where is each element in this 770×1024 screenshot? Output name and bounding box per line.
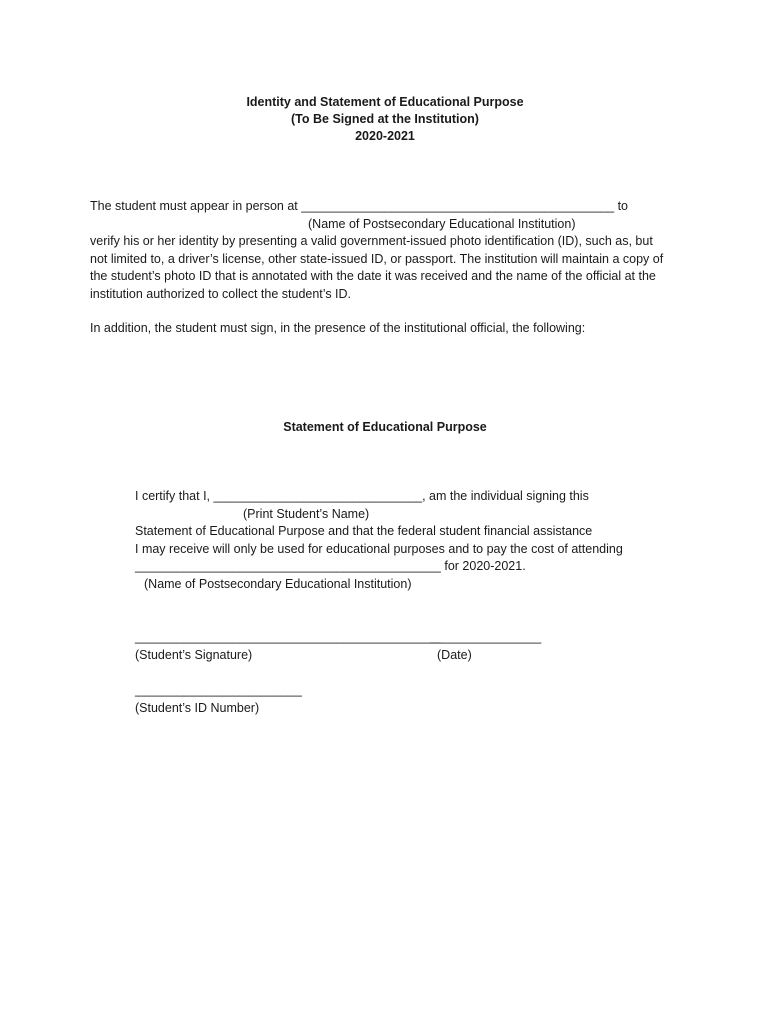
date-label: (Date) xyxy=(437,647,472,662)
cert-line-3: I may receive will only be used for educational purposes and to pay the cost of attending xyxy=(135,541,623,556)
cert-suffix: , am the individual signing this xyxy=(422,489,589,503)
cert-line-1 xyxy=(135,488,655,506)
signature-blank[interactable]: ____________________________________________ xyxy=(135,630,441,644)
cert-prefix: I certify that I, xyxy=(135,489,211,503)
statement-title: Statement of Educational Purpose xyxy=(283,420,487,434)
cert-line-4 xyxy=(135,558,655,576)
student-name-caption: (Print Student’s Name) xyxy=(243,506,370,521)
intro-prefix: The student must appear in person at xyxy=(90,199,298,213)
intro-line-5: institution authorized to collect the student’s ID. xyxy=(90,286,352,301)
student-name-blank[interactable]: ______________________________ xyxy=(213,489,423,503)
date-blank[interactable]: ________________ xyxy=(430,630,542,644)
year-text: for 2020-2021. xyxy=(444,559,526,573)
institution-caption: (Name of Postsecondary Educational Institution) xyxy=(308,216,576,231)
cert-line-2: Statement of Educational Purpose and that the federal student financial assistance xyxy=(135,524,593,538)
signature-label: (Student’s Signature) xyxy=(135,647,253,662)
title-line-2: (To Be Signed at the Institution) xyxy=(291,112,479,126)
student-id-label: (Student’s ID Number) xyxy=(135,700,260,715)
institution-blank[interactable]: _____________________________________________ xyxy=(301,199,615,213)
intro-paragraph xyxy=(90,198,680,303)
title-line-3: 2020-2021 xyxy=(355,129,415,143)
addition-paragraph xyxy=(90,320,680,338)
title-line-1: Identity and Statement of Educational Purpose xyxy=(246,95,524,109)
signature-field xyxy=(135,629,441,664)
attending-institution-blank[interactable]: ____________________________________________ xyxy=(135,559,441,573)
intro-line-1 xyxy=(90,198,680,216)
student-id-field xyxy=(135,682,302,717)
intro-suffix: to xyxy=(617,199,629,213)
intro-line-4: the student’s photo ID that is annotated with the date it was received and the name of the official at the xyxy=(90,269,656,283)
addition-text: In addition, the student must sign, in the presence of the institutional official, the following: xyxy=(90,321,586,335)
certification-block xyxy=(135,488,655,593)
student-id-blank[interactable]: ________________________ xyxy=(135,683,302,697)
date-field xyxy=(430,629,541,664)
intro-line-2: verify his or her identity by presenting a valid government-issued photo identification (ID), such as, but xyxy=(90,234,653,248)
document-title xyxy=(0,94,770,145)
attending-institution-caption: (Name of Postsecondary Educational Institution) xyxy=(144,576,412,591)
intro-line-3: not limited to, a driver’s license, other state-issued ID, or passport. The institution will maintain a copy of xyxy=(90,251,664,266)
